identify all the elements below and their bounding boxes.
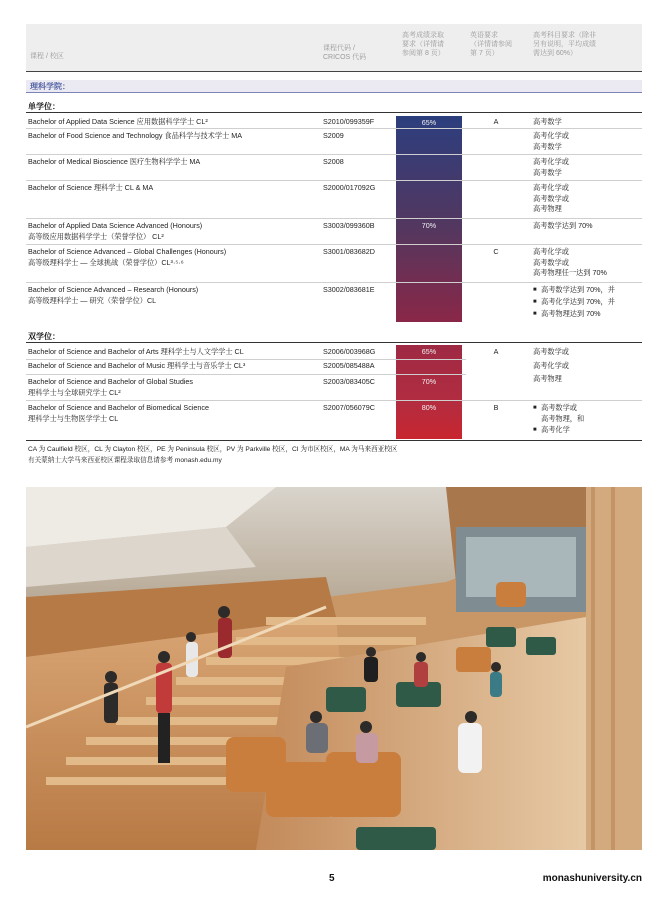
row-divider [26,282,642,283]
score-value: 70% [421,221,437,230]
subject-requirement: 高考数学达到 70% [533,221,593,230]
double-degree-title: 双学位： [28,332,60,341]
course-code: S2009 [323,131,344,140]
subject-requirement: ■ 高考数学或 [533,403,577,414]
course-code: S2005/085488A [323,361,375,370]
course-name: Bachelor of Science and Bachelor of Arts 理科学士与人文学学士 CL [28,347,244,356]
row-divider [26,374,466,375]
campus-footnote: CA 为 Caulfield 校区，CL 为 Clayton 校区，PE 为 Peninsula 校区，PV 为 Parkville 校区，CI 为市区校区，MA 为马来西亚校区 [28,446,398,453]
course-code: S2010/099359F [323,117,375,126]
course-code: S2006/003968G [323,347,376,356]
row-divider [26,154,642,155]
course-code: S3002/083681E [323,285,375,294]
score-value: 70% [421,377,437,386]
subject-requirement: ■ 高考物理达到 70% [533,309,601,320]
subject-requirement: ■ 高考化学 [533,425,570,436]
course-name: Bachelor of Science Advanced – Research (Honours) 高等级理科学士 — 研究（荣誉学位）CL [28,285,199,305]
course-name: Bachelor of Science and Bachelor of Global Studies 理科学士与全球研究学士 CL² [28,377,194,397]
course-name: Bachelor of Science Advanced – Global Challenges (Honours) 高等级理科学士 — 全球挑战（荣誉学位）CL³·⁵·⁶ [28,247,227,267]
english-requirement: A [493,347,499,356]
course-code: S3001/083682D [323,247,375,256]
malaysia-footnote: 有关蒙纳士大学马来西亚校区课程录取信息请参考 monash.edu.my [28,457,222,464]
english-requirement: C [493,247,499,256]
course-name: Bachelor of Science 理科学士 CL & MA [28,183,154,192]
header-code: 课程代码 / CRICOS 代码 [323,45,367,61]
header-english: 英语要求 （详情请参阅 第 7 页） [470,32,512,57]
faculty-band [26,80,642,92]
subject-requirement: 高考化学或 [533,361,569,370]
subject-requirement: 高考化学或 高考数学 [533,157,569,177]
faculty-title: 理科学院： [30,82,70,91]
header-course: 课程 / 校区 [30,53,64,60]
course-code: S2003/083405C [323,377,375,386]
course-code: S3003/099360B [323,221,375,230]
row-divider [26,400,642,401]
course-name: Bachelor of Applied Data Science Advanced (Honours) 高等级应用数据科学学士（荣誉学位） CL² [28,221,203,241]
header-score: 高考成绩录取 要求（详情请 参阅第 8 页） [402,32,445,57]
score-band-single [396,116,462,322]
row-divider [26,180,642,181]
row-divider [26,128,642,129]
table-bottom-rule [26,440,642,441]
subject-requirement: 高考物理，和 [541,414,585,423]
row-divider [26,359,466,360]
website-url[interactable]: monashuniversity.cn [542,873,642,884]
subject-requirement: 高考化学或 高考数学 [533,131,569,151]
score-value: 65% [421,118,437,127]
header-rule [26,71,642,72]
score-value: 80% [421,403,437,412]
row-divider [26,218,642,219]
course-name: Bachelor of Science and Bachelor of Music 理科学士与音乐学士 CL³ [28,361,246,370]
subject-requirement: ■ 高考化学达到 70%，并 [533,297,615,308]
subject-requirement: ■ 高考数学达到 70%，并 [533,285,615,296]
course-name: Bachelor of Applied Data Science 应用数据科学学士 CL² [28,117,208,126]
subject-requirement: 高考物理 [533,374,562,383]
subject-requirement: 高考数学 [533,117,562,126]
header-subject: 高考科目要求（除非 另有说明，平均成绩 需达到 60%） [533,32,596,57]
course-name: Bachelor of Medical Bioscience 医疗生物科学学士 MA [28,157,201,166]
english-requirement: B [493,403,499,412]
page-number: 5 [329,873,335,884]
course-code: S2008 [323,157,344,166]
subject-requirement: 高考化学或 高考数学或 高考物理任一达到 70% [533,247,607,277]
row-divider [26,244,642,245]
faculty-rule [26,92,642,93]
single-degree-title: 单学位： [28,102,60,111]
score-value: 65% [421,347,437,356]
course-name: Bachelor of Food Science and Technology 食品科学与技术学士 MA [28,131,242,140]
course-code: S2007/056079C [323,403,375,412]
english-requirement: A [493,117,499,126]
single-degree-rule [26,112,642,113]
campus-photo [26,487,642,850]
course-code: S2000/017092G [323,183,376,192]
subject-requirement: 高考数学或 [533,347,569,356]
subject-requirement: 高考化学或 高考数学或 高考物理 [533,183,569,213]
course-name: Bachelor of Science and Bachelor of Biomedical Science 理科学士与生物医学学士 CL [28,403,209,423]
double-degree-rule [26,342,642,343]
